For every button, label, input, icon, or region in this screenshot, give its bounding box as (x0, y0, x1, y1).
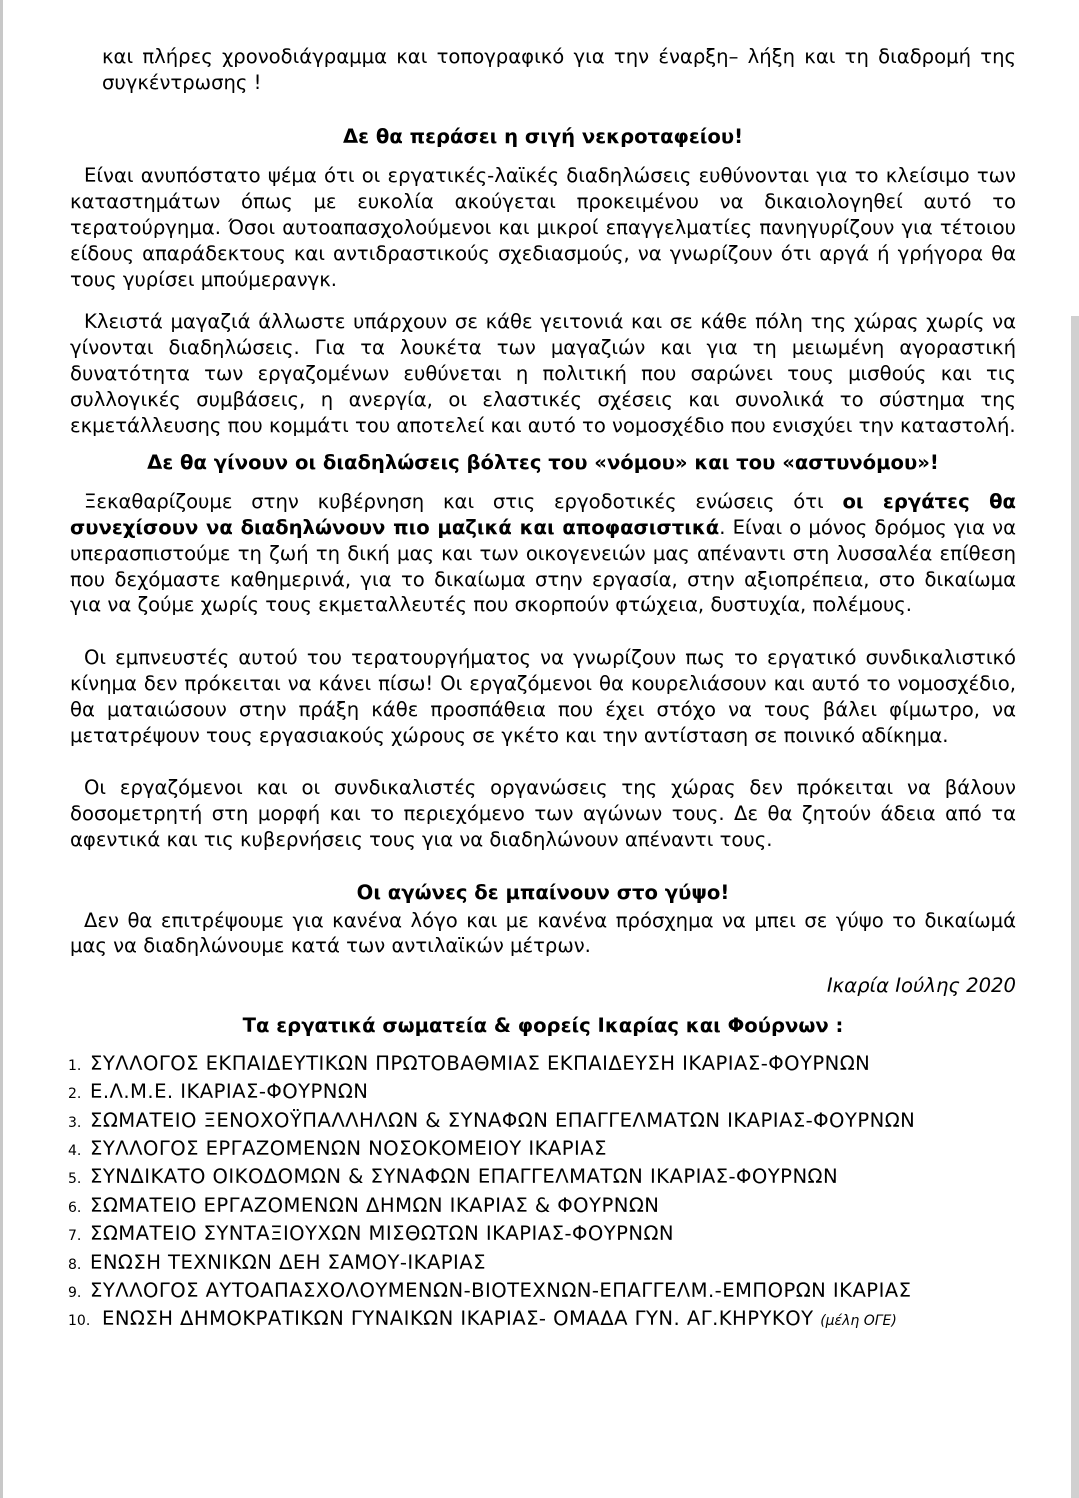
list-item (68, 1306, 1016, 1334)
list-number: 7. (68, 1228, 82, 1245)
list-number: 6. (68, 1199, 82, 1216)
paragraph-lie: Είναι ανυπόστατο ψέμα ότι οι εργατικές-λαϊκές διαδηλώσεις ευθύνονται για το κλείσιμο των καταστημάτων όπως με ευκολία ακούγεται προκειμένου να δικαιολογηθεί αυτό το τερατούργημα. Όσοι αυτοαπασχολούμενοι και μικροί επαγγελματίες πανηγυρίζουν για τέτοιου είδους απαράδεκτους και αντιδραστικούς σχεδιασμούς, να γνωρίζουν ότι αργά ή γρήγορα θα τους γυρίσει μπούμερανγκ. (70, 164, 1016, 291)
list-item (68, 1164, 1016, 1192)
list-item (68, 1221, 1016, 1249)
list-item-text: ΣΩΜΑΤΕΙΟ ΞΕΝΟΧΟΫΠΑΛΛΗΛΩΝ & ΣΥΝΑΦΩΝ ΕΠΑΓΓΕΛΜΑΤΩΝ ΙΚΑΡΙΑΣ-ΦΟΥΡΝΩΝ (90, 1108, 916, 1132)
list-item (68, 1108, 1016, 1136)
paragraph-cast: Δεν θα επιτρέψουμε για κανένα λόγο και με κανένα πρόσχημα να μπει σε γύψο το δικαίωμά μας να διαδηλώνουμε κατά των αντιλαϊκών μέτρων. (70, 908, 1016, 958)
intro-continuation: και πλήρες χρονοδιάγραμμα και τοπογραφικό για την έναρξη– λήξη και τη διαδρομή της συγκέντρωσης ! (102, 45, 1016, 94)
page-left-border (0, 0, 3, 1498)
list-item-text: Ε.Λ.Μ.Ε. ΙΚΑΡΙΑΣ-ΦΟΥΡΝΩΝ (90, 1080, 369, 1104)
heading-struggles: Οι αγώνες δε μπαίνουν στο γύψο! (356, 880, 730, 904)
heading-silence: Δε θα περάσει η σιγή νεκροταφείου! (342, 124, 744, 148)
list-number: 8. (68, 1256, 82, 1273)
list-item-text: ΣΩΜΑΤΕΙΟ ΕΡΓΑΖΟΜΕΝΩΝ ΔΗΜΩΝ ΙΚΑΡΙΑΣ & ΦΟΥΡΝΩΝ (90, 1193, 660, 1217)
paragraph-closed-shops: Κλειστά μαγαζιά άλλωστε υπάρχουν σε κάθε γειτονιά και σε κάθε πόλη της χώρας χωρίς να γίνονται διαδηλώσεις. Για τα λουκέτα των μαγαζιών και για τη μειωμένη αγοραστική δυνατότητα των εργαζομένων ευθύνεται η πολιτική που σαρώνει τους μισθούς και τις συλλογικές συμβάσεις, η ανεργία, οι ελαστικές σχέσεις και συνολικά το σύστημα της εκμετάλλευσης που κομμάτι του αποτελεί και αυτό το νομοσχέδιο που ενισχύει την καταστολή. (70, 310, 1016, 437)
paragraph-organizations: Οι εργαζόμενοι και οι συνδικαλιστές οργανώσεις της χώρας δεν πρόκειται να βάλουν δοσομετρητή στη μορφή και το περιεχόμενο των αγώνων τους. Δε θα ζητούν άδεια από τα αφεντικά και τις κυβερνήσεις τους για να διαδηλώνουν απέναντι τους. (70, 776, 1016, 851)
paragraph-clarify-end: . Είναι ο μόνος δρόμος για να υπερασπιστούμε τη ζωή τη δική μας και των οικογενειών μας απέναντι στη λυσσαλέα επίθεση που δεχόμαστε καθημερινά, για το δικαίωμα στην εργασία, στην αξιοπρέπεια, στο δικαίωμα για να ζούμε χωρίς τους εκμεταλλευτές που σκορπούν φτώχεια, δυστυχία, πολέμους. (70, 515, 1016, 617)
list-item (68, 1136, 1016, 1164)
list-item-text: ΣΥΛΛΟΓΟΣ ΕΡΓΑΖΟΜΕΝΩΝ ΝΟΣΟΚΟΜΕΙΟΥ ΙΚΑΡΙΑΣ (90, 1136, 607, 1160)
list-item-text: ΣΥΛΛΟΓΟΣ ΕΚΠΑΙΔΕΥΤΙΚΩΝ ΠΡΩΤΟΒΑΘΜΙΑΣ ΕΚΠΑΙΔΕΥΣΗ ΙΚΑΡΙΑΣ-ΦΟΥΡΝΩΝ (90, 1051, 871, 1075)
list-item (68, 1278, 1016, 1306)
list-item (68, 1079, 1016, 1107)
heading-law-police: Δε θα γίνουν οι διαδηλώσεις βόλτες του «νόμου» και του «αστυνόμου»! (147, 451, 939, 475)
list-item-text: ΕΝΩΣΗ ΤΕΧΝΙΚΩΝ ΔΕΗ ΣΑΜΟΥ-ΙΚΑΡΙΑΣ (90, 1250, 486, 1274)
list-number: 3. (68, 1114, 82, 1131)
list-item (68, 1051, 1016, 1079)
signature-date: Ικαρία Ιούλης 2020 (826, 974, 1016, 998)
list-item (68, 1193, 1016, 1221)
list-item-text: ΣΥΝΔΙΚΑΤΟ ΟΙΚΟΔΟΜΩΝ & ΣΥΝΑΦΩΝ ΕΠΑΓΓΕΛΜΑΤΩΝ ΙΚΑΡΙΑΣ-ΦΟΥΡΝΩΝ (90, 1165, 839, 1189)
list-number: 1. (68, 1057, 82, 1074)
heading-members: Τα εργατικά σωματεία & φορείς Ικαρίας και Φούρνων : (242, 1013, 844, 1037)
paragraph-clarify-bold: οι εργάτες θα συνεχίσουν να διαδηλώνουν πιο μαζικά και αποφασιστικά (70, 490, 1016, 539)
members-list (68, 1051, 1016, 1335)
list-item (68, 1250, 1016, 1278)
list-item-text: ΣΥΛΛΟΓΟΣ ΑΥΤΟΑΠΑΣΧΟΛΟΥΜΕΝΩΝ-ΒΙΟΤΕΧΝΩΝ-ΕΠΑΓΓΕΛΜ.-ΕΜΠΟΡΩΝ ΙΚΑΡΙΑΣ (90, 1278, 912, 1302)
list-item-note: (μέλη ΟΓΕ) (820, 1313, 897, 1330)
list-number: 10. (68, 1313, 91, 1330)
document-page (70, 44, 1016, 1335)
list-number: 9. (68, 1284, 82, 1301)
list-item-text: ΕΝΩΣΗ ΔΗΜΟΚΡΑΤΙΚΩΝ ΓΥΝΑΙΚΩΝ ΙΚΑΡΙΑΣ- ΟΜΑΔΑ ΓΥΝ. ΑΓ.ΚΗΡΥΚΟΥ (102, 1307, 814, 1331)
list-number: 5. (68, 1171, 82, 1188)
vertical-scrollbar[interactable] (1071, 316, 1079, 1498)
list-item-text: ΣΩΜΑΤΕΙΟ ΣΥΝΤΑΞΙΟΥΧΩΝ ΜΙΣΘΩΤΩΝ ΙΚΑΡΙΑΣ-ΦΟΥΡΝΩΝ (90, 1222, 675, 1246)
paragraph-clarify (70, 489, 1016, 618)
list-number: 4. (68, 1142, 82, 1159)
paragraph-inspirers: Οι εμπνευστές αυτού του τερατουργήματος να γνωρίζουν πως το εργατικό συνδικαλιστικό κίνημα δεν πρόκειται να κάνει πίσω! Οι εργαζόμενοι θα κουρελιάσουν και αυτό το νομοσχέδιο, θα ματαιώσουν στην πράξη κάθε προσπάθεια που έχει στόχο να τους βάλει φίμωτρο, να μετατρέψουν τους εργασιακούς χώρους σε γκέτο και την αντίσταση σε ποινικό αδίκημα. (70, 646, 1016, 747)
list-number: 2. (68, 1086, 82, 1103)
paragraph-clarify-start: Ξεκαθαρίζουμε στην κυβέρνηση και στις εργοδοτικές ενώσεις ότι (84, 490, 843, 514)
